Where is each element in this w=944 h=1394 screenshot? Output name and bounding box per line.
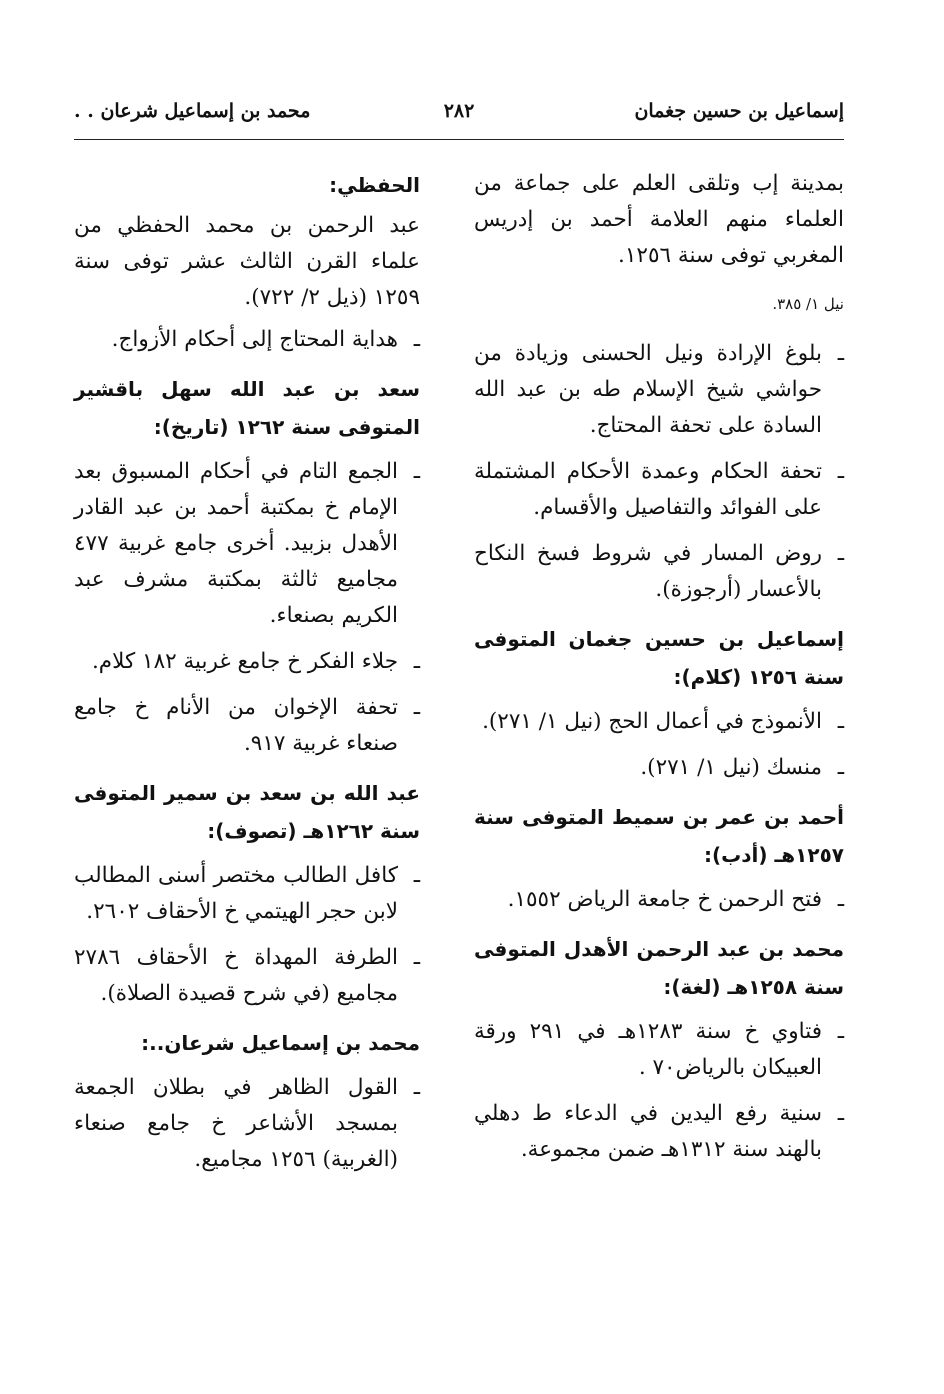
list-item — [474, 1014, 844, 1086]
list-item — [474, 704, 844, 740]
list-item-text: ـ فتاوي خ سنة ١٢٨٣هـ في ٢٩١ ورقة العبيكان بالرياض٧٠ . — [474, 1019, 822, 1080]
list-item — [74, 690, 420, 762]
right-column — [474, 166, 844, 1178]
list-item-text: ـ القول الظاهر في بطلان الجمعة بمسجد الأشاعر خ جامع صنعاء (الغربية) ١٢٥٦ مجاميع. — [74, 1075, 398, 1172]
list-item — [474, 536, 844, 608]
list-item-text: ـ بلوغ الإرادة ونيل الحسنى وزيادة من حواشي شيخ الإسلام طه بن عبد الله السادة على تحفة المحتاج. — [474, 341, 822, 438]
intro-paragraph: بمدينة إب وتلقى العلم على جماعة من العلماء منهم العلامة أحمد بن إدريس المغربي توفى سنة ١٢٥٦. — [474, 171, 844, 268]
list-item-text: ـ جلاء الفكر خ جامع غربية ١٨٢ كلام. — [91, 649, 398, 674]
list-item — [474, 336, 844, 444]
header-left-title: محمد بن إسماعيل شرعان . . — [74, 100, 311, 122]
list-item-text: ـ هداية المحتاج إلى أحكام الأزواج. — [111, 327, 398, 352]
running-header — [74, 92, 844, 140]
section-heading: أحمد بن عمر بن سميط المتوفى سنة ١٢٥٧هـ (أدب): — [474, 805, 844, 867]
list-item — [74, 940, 420, 1012]
section-heading: عبد الله بن سعد بن سمير المتوفى سنة ١٢٦٢هـ (تصوف): — [74, 781, 420, 843]
list-item-text: ـ منسك (نيل ١/ ٢٧١). — [640, 755, 822, 780]
section-heading: إسماعيل بن حسين جغمان المتوفى سنة ١٢٥٦ (كلام): — [474, 627, 844, 689]
list-item — [74, 858, 420, 930]
header-right-title: إسماعيل بن حسين جغمان — [634, 100, 844, 122]
list-item-text: ـ فتح الرحمن خ جامعة الرياض ١٥٥٢. — [507, 887, 822, 912]
reference-note: نيل ١/ ٣٨٥. — [772, 295, 844, 313]
list-item — [74, 454, 420, 634]
list-item-text: ـ الطرفة المهداة خ الأحقاف ٢٧٨٦ مجاميع (في شرح قصيدة الصلاة). — [74, 945, 398, 1006]
list-item-text: ـ كافل الطالب مختصر أسنى المطالب لابن حجر الهيتمي خ الأحقاف ٢٦٠٢. — [74, 863, 398, 924]
list-item — [474, 750, 844, 786]
section-heading: محمد بن إسماعيل شرعان..: — [141, 1031, 420, 1055]
list-item-text: ـ سنية رفع اليدين في الدعاء ط دهلي بالهند سنة ١٣١٢هـ ضمن مجموعة. — [474, 1101, 822, 1162]
section-paragraph: عبد الرحمن بن محمد الحفظي من علماء القرن الثالث عشر توفى سنة ١٢٥٩ (ذيل ٢/ ٧٢٢). — [74, 213, 420, 310]
header-rule — [74, 139, 844, 140]
section-heading: الحفظي: — [329, 173, 420, 197]
list-item — [74, 644, 420, 680]
list-item-text: ـ الأنموذج في أعمال الحج (نيل ١/ ٢٧١). — [482, 709, 822, 734]
list-item — [474, 882, 844, 918]
section-heading: محمد بن عبد الرحمن الأهدل المتوفى سنة ١٢٥٨هـ (لغة): — [474, 937, 844, 999]
list-item-text: ـ تحفة الحكام وعمدة الأحكام المشتملة على الفوائد والتفاصيل والأقسام. — [474, 459, 822, 520]
list-item — [74, 1070, 420, 1178]
list-item-text: ـ الجمع التام في أحكام المسبوق بعد الإمام خ بمكتبة أحمد بن عبد القادر الأهدل بزبيد. أخرى جامع غربية ٤٧٧ مجاميع ثالثة بمكتبة مشرف عبد الكريم بصنعاء. — [74, 459, 398, 628]
section-heading: سعد بن عبد الله سهل باقشير المتوفى سنة ١٢٦٢ (تاريخ): — [74, 377, 420, 439]
page-number: ٢٨٢ — [443, 100, 475, 122]
list-item — [74, 322, 420, 358]
list-item-text: ـ تحفة الإخوان من الأنام خ جامع صنعاء غربية ٩١٧. — [74, 695, 398, 756]
left-column — [74, 166, 420, 1188]
list-item-text: ـ روض المسار في شروط فسخ النكاح بالأعسار (أرجوزة). — [474, 541, 822, 602]
list-item — [474, 1096, 844, 1168]
list-item — [474, 454, 844, 526]
